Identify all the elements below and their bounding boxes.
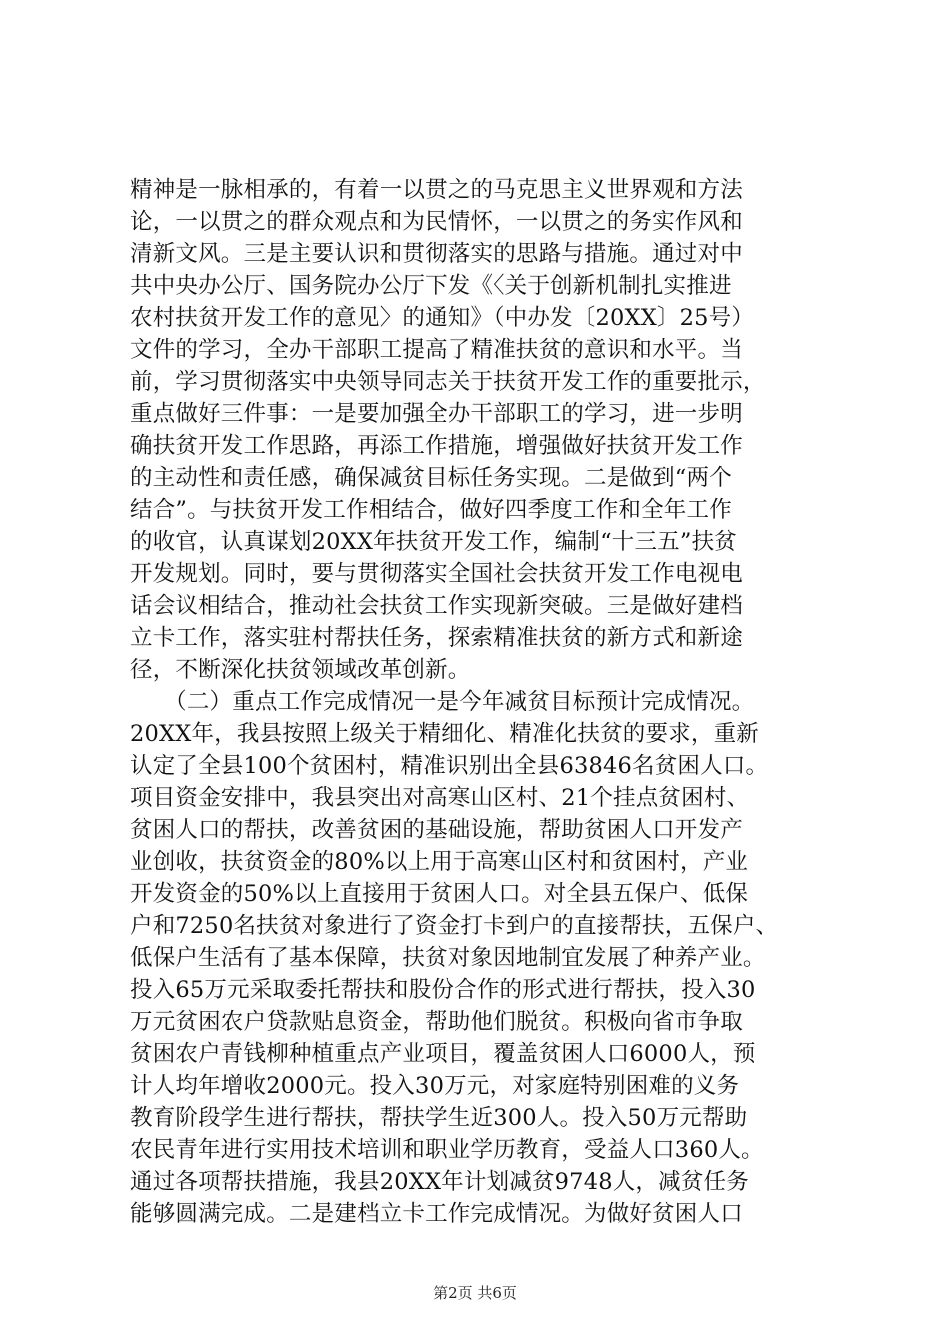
body-text [130,174,830,1230]
text-line: 贫困农户青钱柳种植重点产业项目，覆盖贫困人口6000人，预 [130,1041,756,1067]
text-line: 的主动性和责任感，确保减贫目标任务实现。二是做到“两个 [130,465,732,491]
text-line: 径，不断深化扶贫领域改革创新。 [130,657,471,683]
text-line: 能够圆满完成。二是建档立卡工作完成情况。为做好贫困人口 [130,1201,743,1227]
text-line: 开发资金的50%以上直接用于贫困人口。对全县五保户、低保 [130,881,749,907]
text-line: 贫困人口的帮扶，改善贫困的基础设施，帮助贫困人口开发产 [130,817,743,843]
text-line: 农民青年进行实用技术培训和职业学历教育，受益人口360人。 [130,1137,764,1163]
text-line: 前，学习贯彻落实中央领导同志关于扶贫开发工作的重要批示， [130,369,766,395]
text-line: 投入65万元采取委托帮扶和股份合作的形式进行帮扶，投入30 [130,977,756,1003]
page-footer: 第2页 共6页 [433,1284,517,1302]
text-line: 重点做好三件事：一是要加强全办干部职工的学习，进一步明 [130,401,743,427]
text-line: 开发规划。同时，要与贯彻落实全国社会扶贫开发工作电视电 [130,561,743,587]
text-line: 文件的学习，全办干部职工提高了精准扶贫的意识和水平。当 [130,337,743,363]
text-line: 话会议相结合，推动社会扶贫工作实现新突破。三是做好建档 [130,593,743,619]
text-line: 确扶贫开发工作思路，再添工作措施，增强做好扶贫开发工作 [130,433,743,459]
text-line: （二）重点工作完成情况一是今年减贫目标预计完成情况。 [130,689,755,715]
text-line: 20XX年，我县按照上级关于精细化、精准化扶贫的要求，重新 [130,721,759,747]
text-line: 万元贫困农户贷款贴息资金，帮助他们脱贫。积极向省市争取 [130,1009,743,1035]
text-line: 教育阶段学生进行帮扶，帮扶学生近300人。投入50万元帮助 [130,1105,748,1131]
text-line: 通过各项帮扶措施，我县20XX年计划减贫9748人，减贫任务 [130,1169,749,1195]
text-line: 业创收，扶贫资金的80%以上用于高寒山区村和贫困村，产业 [130,849,749,875]
text-line: 立卡工作，落实驻村帮扶任务，探索精准扶贫的新方式和新途 [130,625,743,651]
text-line: 的收官，认真谋划20XX年扶贫开发工作，编制“十三五”扶贫 [130,529,737,555]
text-line: 认定了全县100个贫困村，精准识别出全县63846名贫困人口。 [130,753,769,779]
text-line: 共中央办公厅、国务院办公厅下发《〈关于创新机制扎实推进 [130,273,732,299]
text-line: 农村扶贫开发工作的意见〉的通知》（中办发〔20XX〕25号） [130,305,755,331]
text-line: 户和7250名扶贫对象进行了资金打卡到户的直接帮扶，五保户、 [130,913,779,939]
text-line: 清新文风。三是主要认识和贯彻落实的思路与措施。通过对中 [130,241,743,267]
text-line: 计人均年增收2000元。投入30万元，对家庭特别困难的义务 [130,1073,740,1099]
text-line: 精神是一脉相承的，有着一以贯之的马克思主义世界观和方法 [130,177,743,203]
text-line: 结合”。与扶贫开发工作相结合，做好四季度工作和全年工作 [130,497,732,523]
text-line: 论，一以贯之的群众观点和为民情怀，一以贯之的务实作风和 [130,209,743,235]
text-line: 低保户生活有了基本保障，扶贫对象因地制宜发展了种养产业。 [130,945,766,971]
text-line: 项目资金安排中，我县突出对高寒山区村、21个挂点贫困村、 [130,785,750,811]
